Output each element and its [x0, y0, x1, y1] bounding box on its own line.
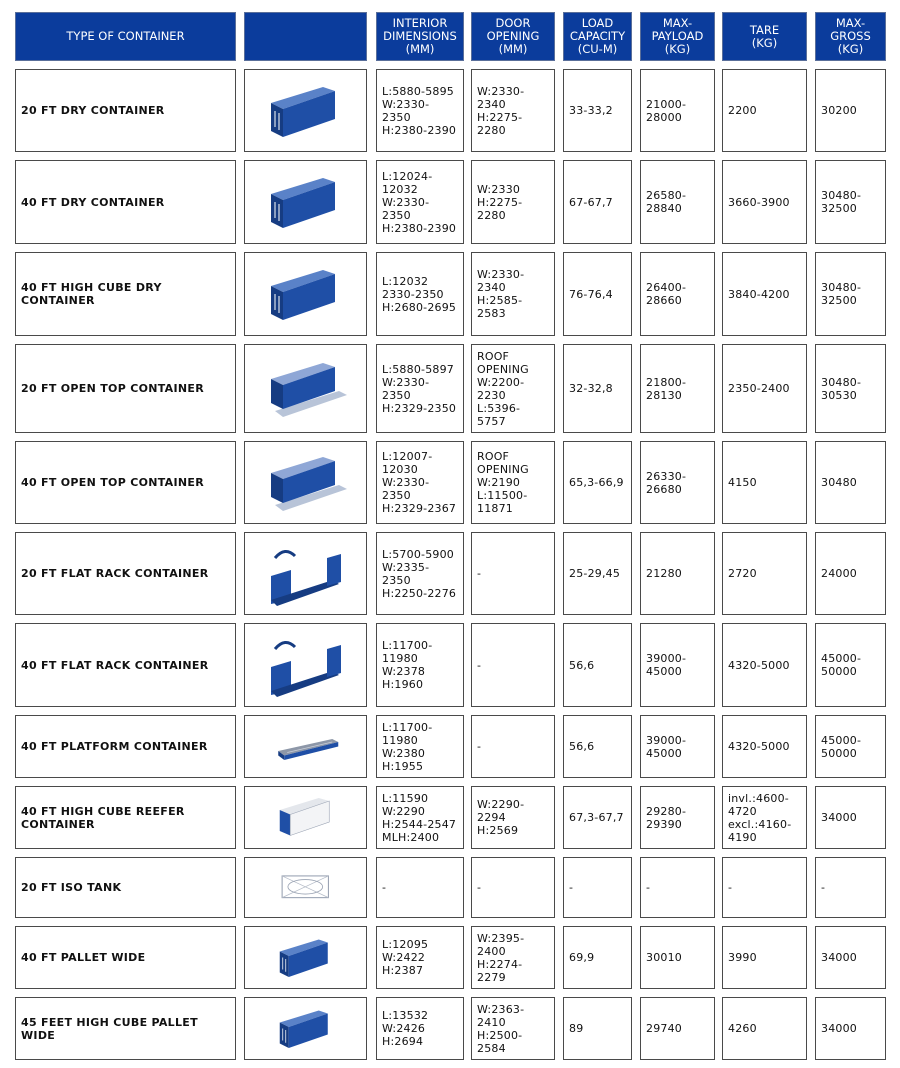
door-opening-cell [471, 857, 555, 918]
max-payload-value: 21000- 28000 [646, 97, 687, 124]
reefer-container-icon [256, 789, 356, 846]
load-capacity-cell [563, 69, 632, 152]
container-image-cell [244, 623, 367, 707]
max-gross-value: 30480- 32500 [821, 189, 862, 215]
max-payload-value: 39000- 45000 [646, 733, 687, 760]
max-payload-value: 21280 [646, 567, 682, 580]
header-tare [722, 12, 807, 61]
max-payload-cell [640, 532, 715, 615]
max-gross-cell [815, 160, 886, 244]
interior-dimensions-cell [376, 715, 464, 778]
max-gross-cell [815, 997, 886, 1060]
door-opening-value: W:2330- 2340 H:2585- 2583 [477, 268, 525, 320]
max-payload-value: 26400- 28660 [646, 281, 687, 307]
max-gross-value: 34000 [821, 1022, 857, 1035]
max-gross-cell [815, 252, 886, 336]
interior-dimensions-value: L:11700- 11980 W:2378 H:1960 [382, 639, 433, 691]
max-gross-cell [815, 69, 886, 152]
tare-cell [722, 160, 807, 244]
type-cell [15, 532, 236, 615]
load-capacity-value: - [569, 881, 574, 894]
tare-value: 2200 [728, 104, 757, 117]
max-gross-value: - [821, 881, 826, 894]
load-capacity-cell [563, 344, 632, 433]
container-image-cell [244, 857, 367, 918]
container-type-label: 40 FT DRY CONTAINER [21, 195, 165, 209]
tare-cell [722, 997, 807, 1060]
interior-dimensions-value: - [382, 881, 387, 894]
type-cell [15, 786, 236, 849]
max-gross-cell [815, 857, 886, 918]
interior-dimensions-value: L:5700-5900 W:2335- 2350 H:2250-2276 [382, 547, 457, 600]
container-image-cell [244, 441, 367, 524]
header-image [244, 12, 367, 61]
header-label: DOOR OPENING (MM) [486, 16, 540, 56]
load-capacity-value: 32-32,8 [569, 382, 613, 395]
tare-value: invl.:4600- 4720 excl.:4160- 4190 [728, 791, 792, 844]
container-type-label: 40 FT PLATFORM CONTAINER [21, 740, 208, 753]
interior-dimensions-value: L:11590 W:2290 H:2544-2547 MLH:2400 [382, 791, 457, 844]
interior-dimensions-cell [376, 532, 464, 615]
dry-container-icon [256, 73, 356, 149]
max-payload-cell [640, 926, 715, 989]
header-label: INTERIOR DIMENSIONS (MM) [383, 16, 457, 56]
header-load-capacity [563, 12, 632, 61]
tare-cell [722, 252, 807, 336]
max-gross-value: 30480- 32500 [821, 281, 862, 307]
container-image-cell [244, 786, 367, 849]
interior-dimensions-cell [376, 344, 464, 433]
type-cell [15, 160, 236, 244]
container-type-label: 40 FT FLAT RACK CONTAINER [21, 658, 209, 672]
header-type [15, 12, 236, 61]
max-gross-cell [815, 715, 886, 778]
load-capacity-cell [563, 252, 632, 336]
max-gross-value: 45000- 50000 [821, 652, 862, 678]
type-cell [15, 69, 236, 152]
interior-dimensions-cell [376, 252, 464, 336]
load-capacity-value: 67-67,7 [569, 195, 613, 209]
container-image-cell [244, 252, 367, 336]
load-capacity-value: 25-29,45 [569, 567, 621, 580]
max-payload-value: 29280- 29390 [646, 804, 687, 831]
container-type-label: 40 FT HIGH CUBE DRY CONTAINER [21, 281, 162, 307]
tare-value: 4260 [728, 1022, 757, 1035]
load-capacity-value: 69,9 [569, 951, 595, 964]
type-cell [15, 441, 236, 524]
header-label: LOAD CAPACITY (CU-M) [569, 16, 626, 56]
container-type-label: 20 FT FLAT RACK CONTAINER [21, 567, 209, 580]
load-capacity-value: 56,6 [569, 658, 595, 672]
container-type-label: 45 FEET HIGH CUBE PALLET WIDE [21, 1015, 198, 1042]
container-image-cell [244, 997, 367, 1060]
door-opening-cell [471, 441, 555, 524]
tare-value: 4320-5000 [728, 740, 790, 753]
tare-cell [722, 786, 807, 849]
tare-value: 2350-2400 [728, 382, 790, 395]
load-capacity-cell [563, 715, 632, 778]
tare-cell [722, 623, 807, 707]
interior-dimensions-cell [376, 160, 464, 244]
high-cube-container-icon [256, 256, 356, 332]
container-image-cell [244, 715, 367, 778]
flat-rack-container-icon [256, 536, 356, 612]
max-payload-value: 26580- 28840 [646, 189, 687, 215]
max-payload-value: 26330- 26680 [646, 469, 687, 496]
interior-dimensions-cell [376, 623, 464, 707]
load-capacity-cell [563, 857, 632, 918]
header-label: TYPE OF CONTAINER [66, 29, 185, 43]
door-opening-value: ROOF OPENING W:2190 L:11500- 11871 [477, 450, 529, 515]
interior-dimensions-value: L:5880-5895 W:2330- 2350 H:2380-2390 [382, 84, 457, 137]
tare-value: 3990 [728, 951, 757, 964]
load-capacity-cell [563, 997, 632, 1060]
max-payload-value: - [646, 881, 651, 894]
interior-dimensions-value: L:12024- 12032 W:2330- 2350 H:2380-2390 [382, 169, 457, 235]
load-capacity-cell [563, 926, 632, 989]
header-door-opening [471, 12, 555, 61]
max-payload-cell [640, 997, 715, 1060]
interior-dimensions-cell [376, 926, 464, 989]
header-label: TARE (KG) [749, 22, 780, 50]
tare-value: 4150 [728, 476, 757, 489]
door-opening-value: W:2395- 2400 H:2274- 2279 [477, 931, 525, 984]
type-cell [15, 857, 236, 918]
max-payload-value: 39000- 45000 [646, 652, 687, 678]
max-gross-value: 34000 [821, 951, 857, 964]
max-gross-cell [815, 344, 886, 433]
header-label: MAX- PAYLOAD (KG) [651, 16, 704, 56]
platform-container-icon [256, 718, 356, 775]
max-gross-value: 45000- 50000 [821, 733, 862, 760]
door-opening-cell [471, 69, 555, 152]
max-gross-cell [815, 786, 886, 849]
door-opening-value: - [477, 881, 482, 894]
load-capacity-value: 65,3-66,9 [569, 476, 624, 489]
open-top-container-icon [256, 351, 356, 427]
interior-dimensions-cell [376, 857, 464, 918]
load-capacity-cell [563, 786, 632, 849]
door-opening-cell [471, 623, 555, 707]
max-gross-cell [815, 623, 886, 707]
interior-dimensions-value: L:11700- 11980 W:2380 H:1955 [382, 720, 433, 773]
load-capacity-cell [563, 623, 632, 707]
door-opening-cell [471, 926, 555, 989]
door-opening-cell [471, 997, 555, 1060]
dry-container-icon [256, 164, 356, 240]
max-payload-cell [640, 715, 715, 778]
max-gross-value: 30480- 30530 [821, 375, 862, 402]
load-capacity-cell [563, 532, 632, 615]
tare-value: 3660-3900 [728, 195, 790, 209]
load-capacity-value: 89 [569, 1022, 584, 1035]
door-opening-cell [471, 344, 555, 433]
container-type-label: 20 FT ISO TANK [21, 881, 122, 894]
door-opening-value: W:2290- 2294 H:2569 [477, 798, 525, 837]
max-payload-cell [640, 857, 715, 918]
door-opening-value: - [477, 658, 482, 672]
type-cell [15, 715, 236, 778]
max-gross-cell [815, 532, 886, 615]
header-interior-dimensions [376, 12, 464, 61]
interior-dimensions-cell [376, 786, 464, 849]
container-image-cell [244, 532, 367, 615]
door-opening-value: W:2330 H:2275- 2280 [477, 182, 523, 222]
container-type-label: 20 FT OPEN TOP CONTAINER [21, 382, 204, 395]
interior-dimensions-value: L:12095 W:2422 H:2387 [382, 938, 429, 977]
max-payload-cell [640, 623, 715, 707]
interior-dimensions-value: L:5880-5897 W:2330- 2350 H:2329-2350 [382, 362, 457, 415]
load-capacity-cell [563, 160, 632, 244]
type-cell [15, 344, 236, 433]
door-opening-cell [471, 532, 555, 615]
pallet-wide-container-icon [256, 929, 356, 986]
type-cell [15, 926, 236, 989]
header-label: MAX- GROSS (KG) [830, 16, 871, 56]
max-payload-cell [640, 160, 715, 244]
container-type-label: 40 FT OPEN TOP CONTAINER [21, 476, 204, 489]
pallet-wide-container-icon [256, 1000, 356, 1057]
type-cell [15, 997, 236, 1060]
container-image-cell [244, 926, 367, 989]
interior-dimensions-value: L:12007- 12030 W:2330- 2350 H:2329-2367 [382, 450, 457, 515]
door-opening-cell [471, 252, 555, 336]
tare-cell [722, 532, 807, 615]
tare-cell [722, 441, 807, 524]
interior-dimensions-value: L:13532 W:2426 H:2694 [382, 1009, 429, 1048]
max-payload-value: 29740 [646, 1022, 682, 1035]
max-payload-value: 21800- 28130 [646, 375, 687, 402]
type-cell [15, 623, 236, 707]
max-gross-cell [815, 441, 886, 524]
max-gross-value: 30480 [821, 476, 857, 489]
max-payload-cell [640, 252, 715, 336]
interior-dimensions-cell [376, 997, 464, 1060]
max-gross-value: 30200 [821, 104, 857, 117]
max-gross-cell [815, 926, 886, 989]
max-gross-value: 24000 [821, 567, 857, 580]
container-type-label: 40 FT HIGH CUBE REEFER CONTAINER [21, 804, 185, 831]
max-payload-cell [640, 786, 715, 849]
header-max-payload [640, 12, 715, 61]
max-payload-cell [640, 441, 715, 524]
container-image-cell [244, 344, 367, 433]
tare-cell [722, 344, 807, 433]
type-cell [15, 252, 236, 336]
tare-value: - [728, 881, 733, 894]
interior-dimensions-value: L:12032 2330-2350 H:2680-2695 [382, 274, 457, 314]
load-capacity-cell [563, 441, 632, 524]
tare-cell [722, 69, 807, 152]
interior-dimensions-cell [376, 441, 464, 524]
load-capacity-value: 33-33,2 [569, 104, 613, 117]
flat-rack-container-icon [256, 627, 356, 703]
container-image-cell [244, 69, 367, 152]
tare-cell [722, 715, 807, 778]
load-capacity-value: 67,3-67,7 [569, 811, 624, 824]
door-opening-cell [471, 160, 555, 244]
container-type-label: 40 FT PALLET WIDE [21, 951, 146, 964]
door-opening-value: W:2330- 2340 H:2275- 2280 [477, 84, 525, 137]
door-opening-cell [471, 715, 555, 778]
tare-value: 4320-5000 [728, 658, 790, 672]
tare-cell [722, 857, 807, 918]
container-type-label: 20 FT DRY CONTAINER [21, 104, 165, 117]
open-top-container-icon [256, 445, 356, 521]
tare-cell [722, 926, 807, 989]
max-payload-value: 30010 [646, 951, 682, 964]
door-opening-cell [471, 786, 555, 849]
iso-tank-icon [256, 860, 356, 915]
door-opening-value: ROOF OPENING W:2200- 2230 L:5396- 5757 [477, 349, 529, 428]
header-max-gross [815, 12, 886, 61]
door-opening-value: W:2363- 2410 H:2500- 2584 [477, 1002, 525, 1055]
interior-dimensions-cell [376, 69, 464, 152]
tare-value: 3840-4200 [728, 287, 790, 301]
tare-value: 2720 [728, 567, 757, 580]
max-payload-cell [640, 69, 715, 152]
load-capacity-value: 76-76,4 [569, 287, 613, 301]
max-payload-cell [640, 344, 715, 433]
container-image-cell [244, 160, 367, 244]
load-capacity-value: 56,6 [569, 740, 595, 753]
door-opening-value: - [477, 740, 482, 753]
max-gross-value: 34000 [821, 811, 857, 824]
door-opening-value: - [477, 567, 482, 580]
